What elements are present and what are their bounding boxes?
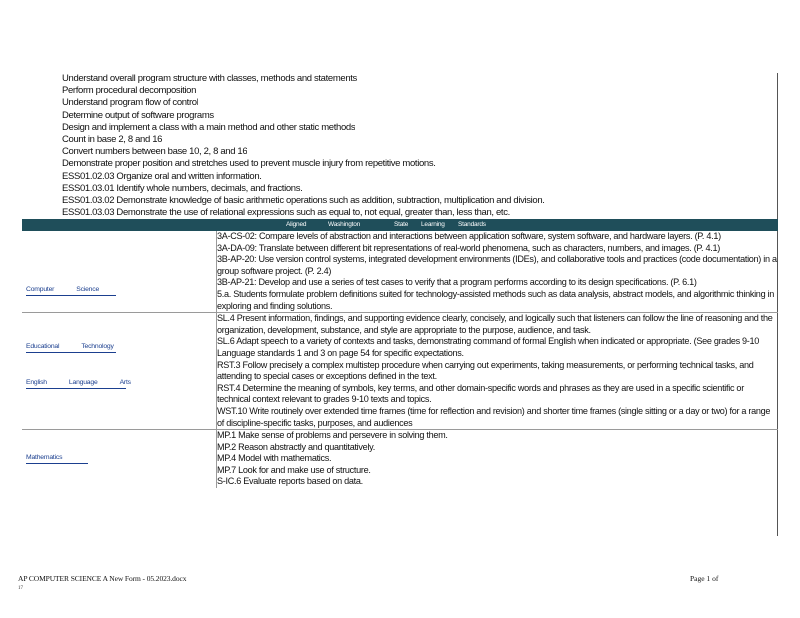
standard-entry: RST.4 Determine the meaning of symbols, key terms, and other domain-specific words and phrases as they are used in a specific scientific or technical context relevant to grades 9-10 texts and topics. xyxy=(217,382,744,405)
standards-rows xyxy=(22,231,778,488)
subject-cell xyxy=(22,430,216,488)
objective-text: Convert numbers between base 10, 2, 8 and 16 xyxy=(62,146,248,158)
header-standards: Standards xyxy=(458,221,486,228)
objective-text: ESS01.03.02 Demonstrate knowledge of basic arithmetic operations such as addition, subtraction, multiplication and division. xyxy=(62,194,545,206)
standards-table-header xyxy=(22,219,778,231)
objective-text: Perform procedural decomposition xyxy=(62,85,197,97)
subject-word: Mathematics xyxy=(26,454,63,462)
standard-entry: 3B-AP-21: Develop and use a series of test cases to verify that a program performs according to its design specifications. (P. 6.1) xyxy=(217,277,697,288)
header-learning: Learning xyxy=(421,221,445,228)
objective-item xyxy=(42,73,777,85)
objective-item xyxy=(42,122,777,134)
objective-text: Understand program flow of control xyxy=(62,97,199,109)
subject-underline xyxy=(26,388,126,389)
objective-text: ESS01.03.01 Identify whole numbers, decimals, and fractions. xyxy=(62,182,303,194)
objective-item xyxy=(42,171,777,183)
subject-word: Science xyxy=(76,286,100,293)
objective-item xyxy=(42,195,777,207)
subject-word: Arts xyxy=(119,379,131,387)
subject-word: Computer xyxy=(26,286,55,293)
standard-entry: MP.2 Reason abstractly and quantitatively. xyxy=(217,441,375,452)
footer-page-number: Page 1 of xyxy=(690,574,719,583)
subject-underline xyxy=(26,463,88,464)
subject-word: English xyxy=(26,379,47,387)
objective-text: ESS01.03.03 Demonstrate the use of relational expressions such as equal to, not equal, greater than, less than, etc. xyxy=(62,207,510,219)
subject-label xyxy=(26,454,84,461)
standards-row xyxy=(22,430,778,488)
standard-entry: SL.4 Present information, findings, and supporting evidence clearly, concisely, and logically such that listeners can follow the line of reasoning and the organization, development, substance, and style are appropriate to the purpose, audience, and task. xyxy=(217,313,773,335)
standard-entry: 3A-CS-02: Compare levels of abstraction and interactions between application software, system software, and hardware layers. (P. 4.1) xyxy=(217,231,721,241)
header-state: State xyxy=(394,221,409,228)
standard-entry: RST.3 Follow precisely a complex multistep procedure when carrying out experiments, taking measurements, or performing technical tasks, and attending to special cases or exceptions defined in the text. xyxy=(217,359,754,382)
objective-item xyxy=(42,158,777,170)
objective-item xyxy=(42,183,777,195)
footer-small-text: 17 xyxy=(18,586,23,591)
footer-filename: AP COMPUTER SCIENCE A New Form - 05.2023.docx xyxy=(18,574,187,583)
objective-item xyxy=(42,207,777,219)
objective-text: Understand overall program structure with classes, methods and statements xyxy=(62,73,357,84)
standard-entry: MP.1 Make sense of problems and persevere in solving them. xyxy=(217,430,448,441)
standard-entry: SL.6 Adapt speech to a variety of contexts and tasks, demonstrating command of formal English when indicated or appropriate. (See grades 9-10 Language standards 1 and 3 on page 54 for specific expectations. xyxy=(217,336,760,358)
objective-item xyxy=(42,134,777,146)
objective-text: ESS01.02.03 Organize oral and written information. xyxy=(62,170,262,182)
standard-entry: MP.7 Look for and make use of structure. xyxy=(217,464,371,475)
standard-entry: MP.4 Model with mathematics. xyxy=(217,453,332,464)
standards-cell xyxy=(216,313,778,429)
subject-cell xyxy=(22,313,216,429)
standards-cell xyxy=(216,231,778,312)
subject-word: Educational xyxy=(26,343,60,350)
header-aligned: Aligned xyxy=(286,221,307,228)
objective-item xyxy=(42,110,777,122)
standard-entry: S-IC.6 Evaluate reports based on data. xyxy=(217,476,363,487)
objective-item xyxy=(42,97,777,109)
standards-cell xyxy=(216,430,778,488)
standard-entry: 3A-DA-09: Translate between different bit representations of real-world phenomena, such as characters, numbers, and images. (P. 4.1) xyxy=(217,242,720,253)
subject-label xyxy=(26,379,153,386)
objective-text: Demonstrate proper position and stretches used to prevent muscle injury from repetitive motions. xyxy=(62,158,436,170)
subject-label xyxy=(26,286,121,293)
objective-item xyxy=(42,85,777,97)
objective-text: Design and implement a class with a main method and other static methods xyxy=(62,121,356,133)
objectives-list xyxy=(42,73,777,219)
objective-text: Determine output of software programs xyxy=(62,109,214,121)
objective-item xyxy=(42,146,777,158)
standard-entry: 5.a. Students formulate problem definitions suited for technology-assisted methods such as data analysis, abstract models, and algorithmic thinking in exploring and finding solutions. xyxy=(217,288,775,311)
subject-underline xyxy=(26,295,116,296)
standard-entry: WST.10 Write routinely over extended time frames (time for reflection and revision) and shorter time frames (single sitting or a day or two) for a range of discipline-specific tasks, purposes, and audiences xyxy=(217,405,771,428)
standards-row xyxy=(22,313,778,430)
subject-word: Technology xyxy=(81,343,114,350)
standard-entry: 3B-AP-20: Use version control systems, integrated development environments (IDEs), and collaborative tools and practices (code documentation) in a group software project. (P. 2.4) xyxy=(217,254,777,276)
subject-cell xyxy=(22,231,216,350)
standards-table xyxy=(22,219,778,488)
subject-word: Language xyxy=(68,379,98,387)
objective-text: Count in base 2, 8 and 16 xyxy=(62,133,163,145)
header-washington: Washington xyxy=(328,221,361,228)
